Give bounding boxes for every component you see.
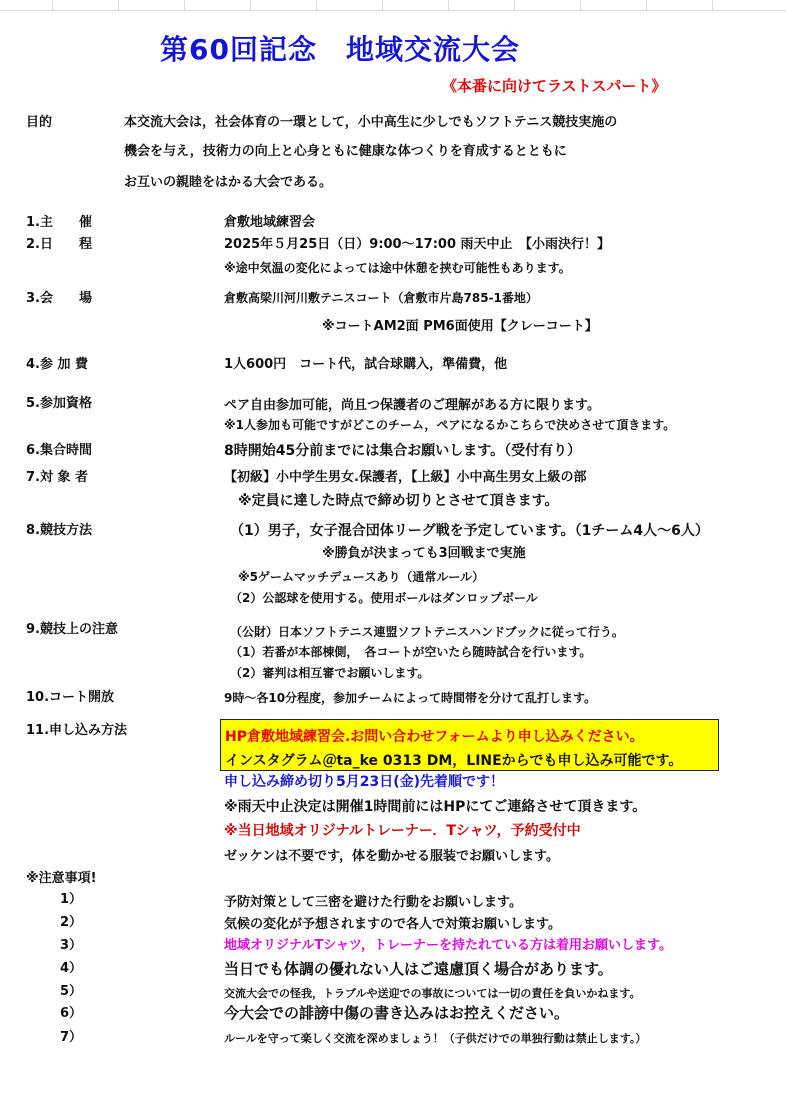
- note-number: 4）: [60, 961, 83, 976]
- note-text: 当日でも体調の優れない人はご遠慮頂く場合があります。: [224, 960, 613, 978]
- purpose-label: 目的: [26, 115, 53, 130]
- eligibility-note: ※1人参加も可能ですがどこのチーム，ペアになるかこちらで決めさせて頂きます。: [224, 418, 676, 432]
- application-highlight-box: [220, 719, 719, 771]
- page-subtitle: 《本番に向けてラストスパート》: [442, 77, 667, 95]
- application-merch-note: ※当日地域オリジナルトレーナー．Tシャツ，予約受付中: [224, 823, 581, 839]
- eligibility-label: 5.参加資格: [26, 396, 92, 411]
- note-number: 3）: [60, 938, 83, 953]
- rules-line: （公財）日本ソフトテニス連盟ソフトテニスハンドブックに従って行う。: [230, 625, 624, 639]
- notes-heading: ※注意事項!: [26, 871, 97, 886]
- rules-line: （1）若番が本部棟側， 各コートが空いたら随時試合を行います。: [230, 645, 592, 659]
- grid-line: [52, 0, 53, 10]
- date-note: ※途中気温の変化によっては途中休憩を挟む可能性もあります。: [224, 261, 571, 275]
- application-sns-text: インスタグラム＠ta_ke 0313 DM，LINEからでも申し込み可能です。: [225, 753, 683, 769]
- application-deadline: 申し込み締め切り5月23日(金)先着順です！: [224, 774, 505, 790]
- note-number: 7）: [60, 1030, 83, 1045]
- grid-line: [448, 0, 449, 10]
- note-text: 予防対策として三密を避けた行動をお願いします。: [224, 895, 522, 910]
- fee-value: 1人600円 コート代，試合球購入，準備費，他: [224, 357, 508, 372]
- method-line: ※5ゲームマッチデュースあり（通常ルール）: [238, 570, 485, 584]
- target-value: 【初級】小中学生男女.保護者，【上級】小中高生男女上級の部: [224, 470, 587, 485]
- venue-note: ※コートAM2面 PM6面使用【クレーコート】: [322, 319, 598, 334]
- gathering-label: 6.集合時間: [26, 443, 92, 458]
- method-line: （2）公認球を使用する。使用ボールはダンロップボール: [230, 591, 538, 605]
- note-number: 5）: [60, 984, 83, 999]
- date-value: 2025年５月25日（日）9:00〜17:00 雨天中止 【小雨決行！】: [224, 237, 611, 252]
- host-label: 1.主 催: [26, 215, 92, 230]
- purpose-line: 機会を与え，技術力の向上と心身ともに健康な体つくりを育成するとともに: [124, 144, 567, 159]
- eligibility-value: ペア自由参加可能，尚且つ保護者のご理解がある方に限ります。: [224, 398, 600, 413]
- note-text: 今大会での誹謗中傷の書き込みはお控えください。: [224, 1004, 570, 1022]
- grid-line: [184, 0, 185, 10]
- grid-line: [646, 0, 647, 10]
- note-text: 地域オリジナルTシャツ，トレーナーを持たれている方は着用お願いします。: [224, 938, 673, 953]
- method-line: ※勝負が決まっても3回戦まで実施: [322, 546, 526, 561]
- grid-line: [250, 0, 251, 10]
- rules-line: （2）審判は相互審でお願いします。: [230, 666, 430, 680]
- page-title: 第60回記念 地域交流大会: [160, 33, 520, 66]
- fee-label: 4.参 加 費: [26, 357, 89, 372]
- note-number: 6）: [60, 1006, 83, 1021]
- application-bib-note: ゼッケンは不要です，体を動かせる服装でお願いします。: [224, 849, 560, 864]
- target-note: ※定員に達した時点で締め切りとさせて頂きます。: [238, 493, 559, 509]
- grid-line: [118, 0, 119, 10]
- application-rain-note: ※雨天中止決定は開催1時間前にはHPにてご連絡させて頂きます。: [224, 799, 647, 815]
- host-value: 倉敷地域練習会: [224, 215, 316, 230]
- grid-line: [712, 0, 713, 10]
- venue-value: 倉敷高梁川河川敷テニスコート（倉敷市片島785-1番地）: [224, 291, 538, 305]
- grid-line: [316, 0, 317, 10]
- grid-line: [514, 0, 515, 10]
- venue-label: 3.会 場: [26, 291, 92, 306]
- method-line: （1）男子，女子混合団体リーグ戦を予定しています。（1チーム4人〜6人）: [230, 523, 709, 539]
- rules-label: 9.競技上の注意: [26, 622, 118, 637]
- note-number: 2）: [60, 915, 83, 930]
- grid-line: [382, 0, 383, 10]
- application-form-text: HP倉敷地域練習会.お問い合わせフォームより申し込みください。: [225, 729, 644, 745]
- purpose-line: お互いの親睦をはかる大会である。: [124, 175, 333, 190]
- grid-line: [0, 10, 786, 11]
- open-court-value: 9時〜各10分程度，参加チームによって時間帯を分けて乱打します。: [224, 691, 597, 705]
- note-text: 気候の変化が予想されますので各人で対策お願いします。: [224, 917, 561, 932]
- gathering-value: 8時開始45分前までには集合お願いします。（受付有り）: [224, 443, 582, 459]
- note-text: 交流大会での怪我，トラブルや送迎での事故については一切の責任を負いかねます。: [224, 987, 641, 1000]
- spreadsheet-grid: [0, 0, 786, 12]
- application-label: 11.申し込み方法: [26, 723, 128, 738]
- grid-line: [580, 0, 581, 10]
- purpose-line: 本交流大会は，社会体育の一環として，小中高生に少しでもソフトテニス競技実施の: [124, 115, 618, 130]
- method-label: 8.競技方法: [26, 523, 92, 538]
- date-label: 2.日 程: [26, 237, 92, 252]
- target-label: 7.対 象 者: [26, 470, 89, 485]
- open-court-label: 10.コート開放: [26, 690, 115, 705]
- note-text: ルールを守って楽しく交流を深めましょう！（子供だけでの単独行動は禁止します。）: [224, 1032, 647, 1045]
- note-number: 1）: [60, 892, 83, 907]
